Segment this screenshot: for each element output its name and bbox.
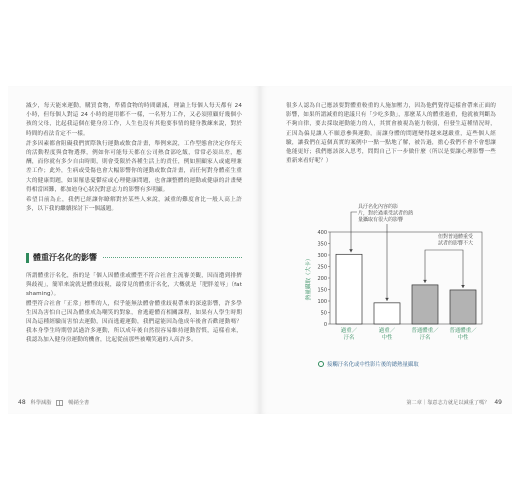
- annotation-2-line: 試者的影響不大: [438, 240, 474, 247]
- book-divider-icon: [56, 400, 63, 406]
- right-paragraph-1: 很多人認為自己應該要對體重較重的人施加壓力，因為他們覺得這樣會帶來正面的影響，如果所謂減重的建議只有「少吃多動」，那麼某人的體重過重，他就被判斷為不夠自律，要去採取運動能力的人，其實會被視為能力較弱，但發生這種情況時，正因為偏見讓人不願意參與運動，而讓身體的問題變得越來越嚴重，這些個人經驗，讓我們在這個真實的案例中一點一點地了解，被告過，擔心我們不會不會想讓他能更好；我們應該深入思考，問問自己下一步做什麼（所以是要讓心理影響一些重新來看好呢？）: [286, 103, 496, 165]
- annotation-2-bracket: [425, 250, 463, 288]
- right-page-number: 49: [494, 399, 502, 406]
- right-footer: [406, 399, 502, 406]
- annotation-1-arrowhead-left: [349, 249, 353, 252]
- left-paragraph-3: 希望目前為止，我們已經讓你瞭解對於某些人來說，減重的難度會比一般人高上許多，以下我的繼續探討下一個議題。: [26, 197, 242, 213]
- chart-caption-text: 接觸汙名化或中性影片後的總熱量攝取: [327, 362, 419, 368]
- y-tick-label: 0: [323, 321, 327, 328]
- left-paragraph-1: 滅少，每天能來運動，購買食物，準備食物的時間嚴減，理論上每個人每天都有 24 小時，但每個人對這 24 小時的運用都不一樣，一名努力工作，又必須照顧好幾個小孩的父母，比起我這個在健身房工作，人生也沒有其他要事情的健身教練來說，對於時間的看法肯定不一樣。: [26, 103, 242, 137]
- y-tick-label: 400: [317, 229, 327, 236]
- left-page: [8, 86, 260, 414]
- bar-3: [412, 285, 438, 324]
- heading-dotted-rule: [103, 257, 242, 258]
- bar-1: [336, 254, 362, 324]
- left-paragraph-5: 體型符合社會「正常」標準的人，似乎能無法體會體重歧視帶來的深遠影響，許多學生因為害怕自己因為體重成為嘲笑的對象，會逃避體育相關課程，如果有人學生時期因為這種經驗而害怕去運動，因而逃避運動，我們還能因為他成年後會否歡運動嗎？我本身學生時期曾試過許多運動，所以成年後自然很容易維持運動習慣，這樣看來，我認為加入健身房運動的機會，比起從前那些被嘲笑過的人高許多。: [26, 300, 242, 344]
- annotation-1-line: 量攝取有很大的影響: [358, 217, 404, 223]
- annotation-1-line: 片，對於過重受試者的熱: [358, 210, 414, 217]
- left-footer: [18, 399, 89, 406]
- bar-4: [450, 290, 476, 324]
- heading-marker: [26, 253, 29, 263]
- section-title: 體重汙名化的影響: [33, 253, 97, 262]
- y-tick-label: 350: [317, 241, 327, 248]
- x-category-label-line-2: 汙名: [419, 335, 431, 341]
- annotation-2-line: 但對普通體重受: [438, 234, 474, 240]
- x-category-label: 普通體重／: [411, 328, 439, 334]
- book-title: 科學減脂: [30, 400, 52, 406]
- y-tick-label: 50: [320, 310, 327, 317]
- x-category-label-line-2: 中性: [457, 335, 469, 341]
- x-category-label-line-2: 中性: [381, 335, 393, 341]
- annotation-2-arrowhead-left: [423, 280, 427, 283]
- y-tick-label: 150: [317, 287, 327, 294]
- y-tick-label: 100: [317, 298, 327, 305]
- annotation-1-line: 具汙名化內容的影: [358, 204, 399, 210]
- y-tick-label: 250: [317, 264, 327, 271]
- annotation-2-arrowhead-right: [461, 285, 465, 288]
- x-category-label: 普通體重／: [449, 328, 477, 334]
- x-category-label: 過重／: [340, 328, 358, 334]
- left-paragraph-2: 許多因素都會阻礙我們實際執行運動或飲食計畫，舉例來說，工作型態會決定你每天的活動程度與食物選擇，例如你可能每天都在公司熱食部吃飯，常常必須出差，應酬，而你就有多少自由時間，則會受限於各種生活上的責任，例如照顧家人或處理兼差工作；此外，生病或受傷也會大幅影響你的運動或飲食計畫，而任何對身體產生重大的健康問題，如果罹患憂鬱症或心理健康問題，也會讓整體的運動或健康的計畫變得相當困難，都加迪身心狀況對意志力的影響有多明顯。: [26, 140, 242, 193]
- left-text-block: [26, 102, 242, 215]
- right-page: [260, 86, 512, 414]
- left-text-block-2: [26, 272, 242, 346]
- left-page-number: 48: [18, 399, 26, 406]
- y-tick-label: 200: [317, 275, 327, 282]
- chart-caption: [318, 360, 419, 368]
- caption-bullet-icon: [318, 361, 324, 367]
- y-axis-label: 熱量攝取（大卡）: [306, 255, 312, 301]
- chapter-label: 第二章｜靠意志力就足以減重了嗎？: [406, 400, 490, 406]
- annotation-1-arrowhead-right: [385, 298, 389, 301]
- section-heading: [26, 252, 242, 263]
- x-category-label: 過重／: [378, 328, 396, 334]
- book-subtitle: 暢銷全書: [68, 400, 90, 406]
- x-category-label-line-2: 汙名: [343, 335, 355, 341]
- left-paragraph-4: 所謂體重汙名化，指的是「個人因體重或體型不符合社會主流審美觀，因而遭到排擠與歧視」，簡單來說就是體重歧視，最常見的體重汙名化，大概就是「肥胖羞辱」（fat shaming）。: [26, 273, 242, 298]
- y-tick-label: 300: [317, 252, 327, 259]
- book-spread: [8, 86, 512, 414]
- bar-2: [374, 303, 400, 324]
